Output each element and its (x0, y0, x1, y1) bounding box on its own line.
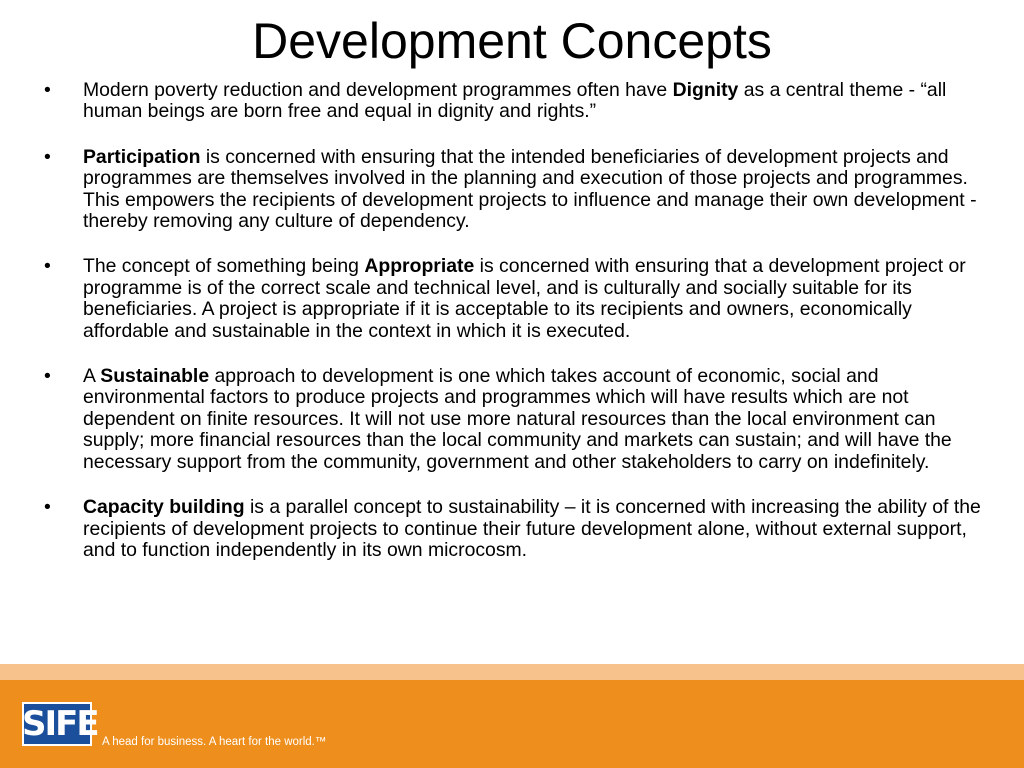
bullet-keyword: Sustainable (100, 365, 210, 388)
slide-title: Development Concepts (252, 13, 772, 69)
bullet-text: Modern poverty reduction and development programmes often have (83, 79, 673, 101)
bullet-text: A (83, 365, 101, 388)
bullet-keyword: Participation (83, 145, 201, 168)
bullet-item-participation (44, 147, 989, 233)
bullet-text: is a parallel concept to sustainability – it is concerned with increasing the ability of the recipients of development projects to continue their future development alone, without external support, and to function independently in its own microcosm. (83, 496, 981, 561)
bullet-keyword: Appropriate (364, 255, 475, 278)
bullet-text: is concerned with ensuring that the intended beneficiaries of development projects and programmes are themselves involved in the planning and execution of those projects and programmes. This empowers the recipients of development projects to influence and manage their own development - thereby removing any culture of dependency. (83, 145, 977, 233)
bullet-keyword: Dignity (672, 79, 739, 101)
bullet-icon: • (44, 79, 51, 101)
bullet-text: approach to development is one which takes account of economic, social and environmental factors to produce projects and programmes which will have results which are not dependent on finite resources. It will not use more natural resources than the local environment can supply; more financial resources than the local community and markets can sustain; and will have the necessary support from the community, government and other stakeholders to carry on indefinitely. (83, 365, 952, 473)
bullet-icon: • (44, 365, 51, 388)
bullet-icon: • (44, 496, 51, 519)
bullet-text: as a central theme - “all human beings are born free and equal in dignity and rights.” (83, 79, 947, 123)
sife-logo: SIFE (22, 704, 98, 744)
bullet-item-sustainable (44, 366, 989, 473)
bullet-text: is concerned with ensuring that a development project or programme is of the correct scale and technical level, and is culturally and socially suitable for its beneficiaries. A project is appropriate if it is acceptable to its recipients and owners, economically affordable and sustainable in the context in which it is executed. (83, 255, 966, 342)
bullet-list (44, 80, 989, 585)
bullet-item-appropriate (44, 256, 989, 342)
footer-stripe-light (0, 664, 1024, 680)
footer-tagline: A head for business. A heart for the world.™ (102, 736, 327, 748)
bullet-icon: • (44, 255, 51, 278)
bullet-keyword: Capacity building (83, 496, 245, 519)
bullet-item-capacity-building (44, 497, 989, 561)
footer-band (0, 680, 1024, 768)
bullet-item-dignity (44, 80, 989, 123)
bullet-icon: • (44, 145, 51, 168)
bullet-text: The concept of something being (83, 255, 365, 278)
